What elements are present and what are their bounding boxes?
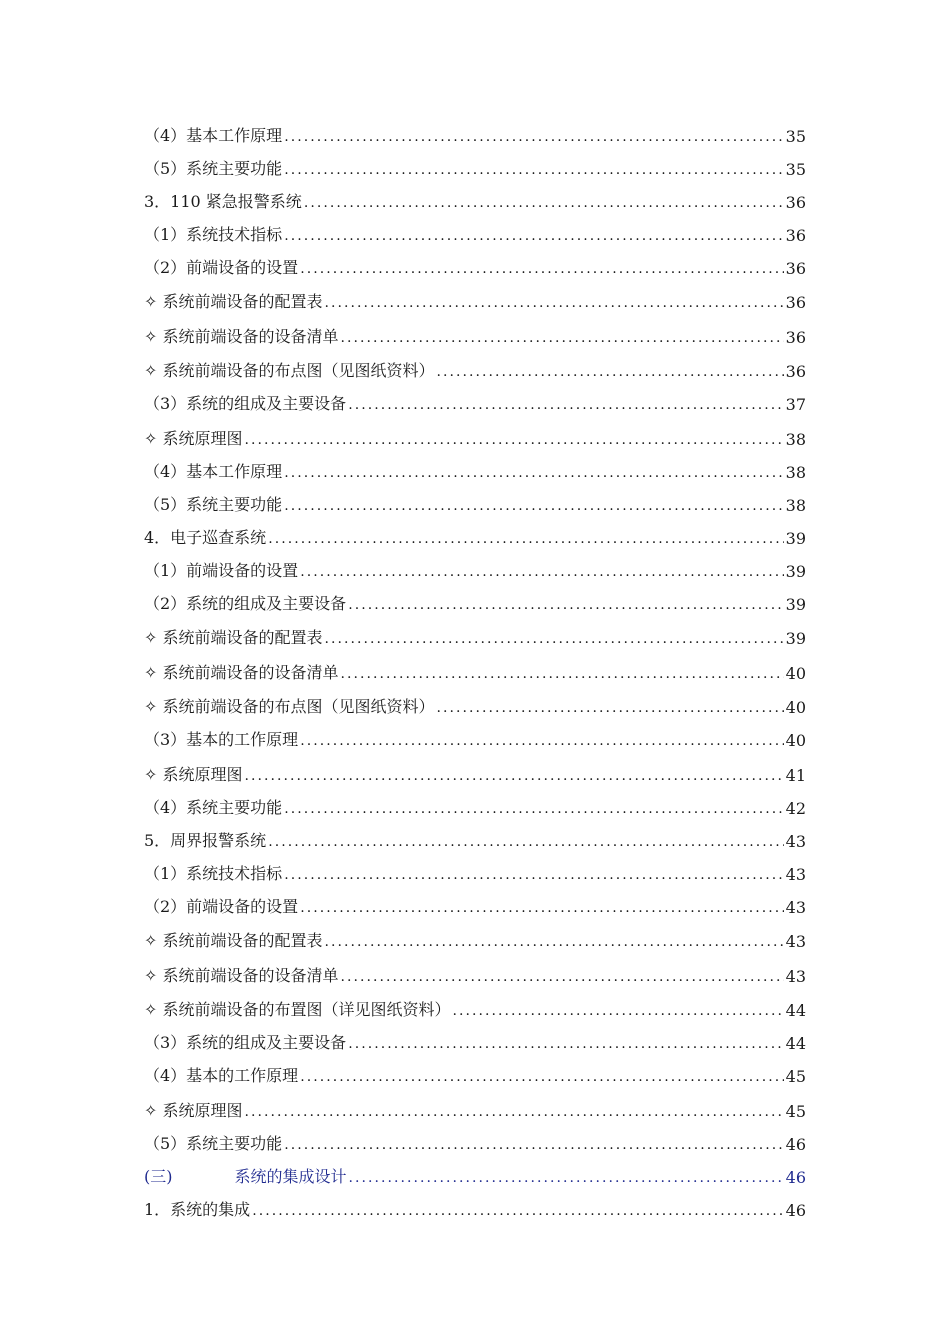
toc-entry[interactable] bbox=[144, 1154, 806, 1187]
toc-entry[interactable] bbox=[144, 818, 806, 851]
toc-dot-leader bbox=[341, 665, 784, 683]
toc-entry[interactable] bbox=[144, 683, 806, 717]
toc-entry-label: （3）系统的组成及主要设备 bbox=[144, 1033, 347, 1052]
toc-entry-label: （3）系统的组成及主要设备 bbox=[144, 394, 347, 413]
toc-page-number: 40 bbox=[785, 731, 806, 750]
toc-dot-leader bbox=[349, 1169, 784, 1187]
toc-entry[interactable] bbox=[144, 1053, 806, 1086]
toc-entry[interactable] bbox=[144, 548, 806, 581]
toc-page-number: 43 bbox=[785, 967, 806, 986]
toc-entry[interactable] bbox=[144, 482, 806, 515]
toc-dot-leader bbox=[341, 968, 784, 986]
toc-dot-leader bbox=[437, 699, 784, 717]
toc-entry-label: 3．110 紧急报警系统 bbox=[144, 192, 302, 211]
toc-entry-label: （1）前端设备的设置 bbox=[144, 561, 299, 580]
toc-entry-label: ✧ 系统前端设备的设备清单 bbox=[144, 663, 339, 682]
toc-entry[interactable] bbox=[144, 951, 806, 986]
toc-entry-label: （5）系统主要功能 bbox=[144, 159, 283, 178]
toc-entry[interactable] bbox=[144, 750, 806, 785]
toc-dot-leader bbox=[284, 464, 783, 482]
toc-entry-label: ✧ 系统前端设备的设备清单 bbox=[144, 966, 339, 985]
toc-entry[interactable] bbox=[144, 884, 806, 917]
toc-page-number: 36 bbox=[785, 226, 806, 245]
toc-entry-label: （5）系统主要功能 bbox=[144, 1134, 283, 1153]
toc-page-number: 40 bbox=[785, 698, 806, 717]
toc-entry-label: 5．周界报警系统 bbox=[144, 831, 267, 850]
toc-entry-label: ✧ 系统前端设备的配置表 bbox=[144, 628, 323, 647]
toc-dot-leader bbox=[245, 767, 784, 785]
toc-entry-label: （2）前端设备的设置 bbox=[144, 897, 299, 916]
toc-entry-label: ✧ 系统原理图 bbox=[144, 1101, 243, 1120]
toc-page-number: 45 bbox=[785, 1102, 806, 1121]
table-of-contents bbox=[144, 113, 806, 1220]
toc-entry-label: 1．系统的集成 bbox=[144, 1200, 251, 1219]
toc-page-number: 44 bbox=[785, 1001, 806, 1020]
toc-entry-label: ✧ 系统前端设备的布点图（见图纸资料） bbox=[144, 697, 435, 716]
toc-page-number: 35 bbox=[785, 160, 806, 179]
toc-dot-leader bbox=[300, 732, 783, 750]
toc-entry-label: ✧ 系统原理图 bbox=[144, 765, 243, 784]
toc-dot-leader bbox=[453, 1002, 784, 1020]
toc-page-number: 41 bbox=[785, 766, 806, 785]
toc-entry[interactable] bbox=[144, 449, 806, 482]
toc-entry[interactable] bbox=[144, 312, 806, 347]
toc-entry-label: （4）系统主要功能 bbox=[144, 798, 283, 817]
toc-entry[interactable] bbox=[144, 851, 806, 884]
toc-entry[interactable] bbox=[144, 648, 806, 683]
toc-dot-leader bbox=[284, 866, 783, 884]
toc-page-number: 43 bbox=[785, 865, 806, 884]
toc-dot-leader bbox=[437, 363, 784, 381]
toc-entry[interactable] bbox=[144, 1121, 806, 1154]
toc-entry-label: ✧ 系统原理图 bbox=[144, 429, 243, 448]
toc-entry-label: （3）基本的工作原理 bbox=[144, 730, 299, 749]
toc-entry-label: （4）基本工作原理 bbox=[144, 462, 283, 481]
toc-entry-label: 4．电子巡查系统 bbox=[144, 528, 267, 547]
toc-entry[interactable] bbox=[144, 113, 806, 146]
toc-entry-label: （2）前端设备的设置 bbox=[144, 258, 299, 277]
toc-page-number: 42 bbox=[785, 799, 806, 818]
toc-entry[interactable] bbox=[144, 515, 806, 548]
toc-dot-leader bbox=[268, 833, 783, 851]
toc-page-number: 39 bbox=[785, 629, 806, 648]
toc-page-number: 39 bbox=[785, 562, 806, 581]
toc-entry[interactable] bbox=[144, 414, 806, 449]
toc-page-number: 35 bbox=[785, 127, 806, 146]
toc-dot-leader bbox=[325, 294, 784, 312]
toc-entry-label: （5）系统主要功能 bbox=[144, 495, 283, 514]
toc-entry[interactable] bbox=[144, 278, 806, 312]
toc-page-number: 37 bbox=[785, 395, 806, 414]
toc-dot-leader bbox=[252, 1202, 783, 1220]
toc-dot-leader bbox=[348, 1035, 783, 1053]
toc-entry[interactable] bbox=[144, 1020, 806, 1053]
toc-entry[interactable] bbox=[144, 717, 806, 750]
toc-dot-leader bbox=[300, 899, 783, 917]
toc-dot-leader bbox=[300, 1068, 783, 1086]
toc-entry-label: ✧ 系统前端设备的布置图（详见图纸资料） bbox=[144, 1000, 451, 1019]
toc-dot-leader bbox=[284, 227, 783, 245]
toc-page-number: 46 bbox=[785, 1168, 806, 1187]
toc-dot-leader bbox=[284, 128, 783, 146]
toc-dot-leader bbox=[300, 563, 783, 581]
toc-page-number: 36 bbox=[785, 193, 806, 212]
toc-entry[interactable] bbox=[144, 614, 806, 648]
toc-entry[interactable] bbox=[144, 1187, 806, 1220]
toc-page-number: 46 bbox=[785, 1201, 806, 1220]
toc-dot-leader bbox=[325, 630, 784, 648]
toc-dot-leader bbox=[245, 431, 784, 449]
toc-entry-label: （2）系统的组成及主要设备 bbox=[144, 594, 347, 613]
toc-entry-label: ✧ 系统前端设备的布点图（见图纸资料） bbox=[144, 361, 435, 380]
toc-dot-leader bbox=[268, 530, 783, 548]
toc-page-number: 40 bbox=[785, 664, 806, 683]
toc-entry-label: （4）基本工作原理 bbox=[144, 126, 283, 145]
toc-page-number: 46 bbox=[785, 1135, 806, 1154]
toc-page-number: 38 bbox=[785, 496, 806, 515]
toc-page-number: 43 bbox=[785, 832, 806, 851]
toc-dot-leader bbox=[284, 161, 783, 179]
toc-dot-leader bbox=[325, 933, 784, 951]
toc-page-number: 45 bbox=[785, 1067, 806, 1086]
toc-page-number: 43 bbox=[785, 932, 806, 951]
toc-section-number: (三) bbox=[144, 1167, 173, 1186]
toc-entry-label: （1）系统技术指标 bbox=[144, 864, 283, 883]
toc-page-number: 38 bbox=[785, 430, 806, 449]
toc-entry-label bbox=[144, 1164, 349, 1187]
toc-dot-leader bbox=[245, 1103, 784, 1121]
toc-dot-leader bbox=[284, 497, 783, 515]
toc-page-number: 39 bbox=[785, 529, 806, 548]
toc-entry[interactable] bbox=[144, 381, 806, 414]
toc-entry-label: ✧ 系统前端设备的设备清单 bbox=[144, 327, 339, 346]
toc-dot-leader bbox=[304, 194, 784, 212]
toc-page-number: 36 bbox=[785, 293, 806, 312]
toc-entry[interactable] bbox=[144, 212, 806, 245]
toc-dot-leader bbox=[300, 260, 783, 278]
toc-entry[interactable] bbox=[144, 1086, 806, 1121]
toc-page-number: 36 bbox=[785, 328, 806, 347]
toc-dot-leader bbox=[284, 800, 783, 818]
toc-dot-leader bbox=[348, 596, 783, 614]
toc-entry[interactable] bbox=[144, 146, 806, 179]
toc-page-number: 38 bbox=[785, 463, 806, 482]
toc-dot-leader bbox=[284, 1136, 783, 1154]
toc-page-number: 36 bbox=[785, 259, 806, 278]
toc-entry-label: （1）系统技术指标 bbox=[144, 225, 283, 244]
toc-dot-leader bbox=[348, 396, 783, 414]
toc-page-number: 36 bbox=[785, 362, 806, 381]
toc-entry-label: ✧ 系统前端设备的配置表 bbox=[144, 292, 323, 311]
toc-page-number: 43 bbox=[785, 898, 806, 917]
toc-dot-leader bbox=[341, 329, 784, 347]
toc-entry[interactable] bbox=[144, 986, 806, 1020]
toc-entry[interactable] bbox=[144, 347, 806, 381]
toc-entry[interactable] bbox=[144, 581, 806, 614]
toc-entry[interactable] bbox=[144, 179, 806, 212]
toc-entry[interactable] bbox=[144, 785, 806, 818]
toc-section-title: 系统的集成设计 bbox=[234, 1167, 347, 1186]
toc-entry-label: （4）基本的工作原理 bbox=[144, 1066, 299, 1085]
toc-entry[interactable] bbox=[144, 245, 806, 278]
toc-page-number: 39 bbox=[785, 595, 806, 614]
toc-entry-label: ✧ 系统前端设备的配置表 bbox=[144, 931, 323, 950]
toc-page-number: 44 bbox=[785, 1034, 806, 1053]
toc-entry[interactable] bbox=[144, 917, 806, 951]
